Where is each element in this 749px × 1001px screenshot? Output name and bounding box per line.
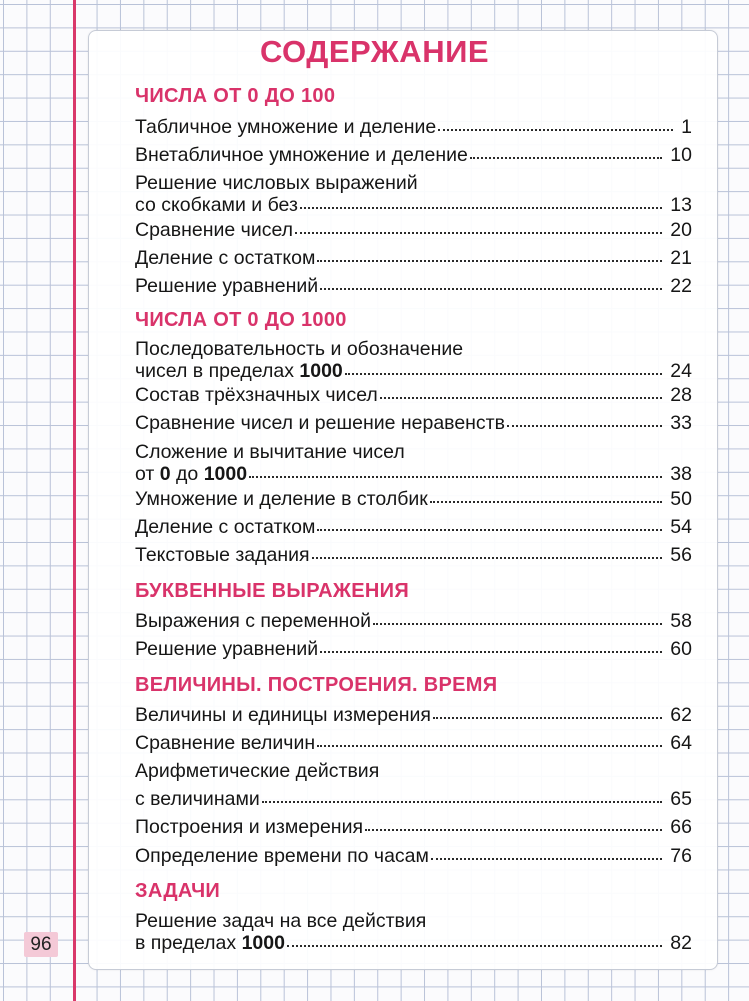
entry-page: 62: [670, 704, 692, 726]
entry-title: Решение уравнений: [135, 638, 319, 660]
entry-page: 56: [670, 544, 692, 566]
dot-leader: [300, 203, 662, 209]
entry-title: Сравнение величин: [135, 732, 316, 754]
dot-leader: [365, 825, 662, 831]
toc-entry[interactable]: [135, 610, 692, 632]
entry-page: 50: [670, 488, 692, 510]
entry-number: 1000: [203, 463, 248, 485]
entry-page: 20: [670, 219, 692, 241]
entry-title: Построения и измерения: [135, 816, 364, 838]
page-title: СОДЕРЖАНИЕ: [259, 34, 490, 69]
notebook-margin-line: [73, 0, 76, 1001]
entry-title: Решение уравнений: [135, 275, 319, 297]
section-heading: БУКВЕННЫЕ ВЫРАЖЕНИЯ: [135, 580, 410, 602]
entry-page: 58: [670, 610, 692, 632]
dot-leader: [312, 553, 663, 559]
entry-title-line1: Сложение и вычитание чисел: [135, 441, 405, 463]
entry-number: 0: [159, 463, 171, 485]
entry-page: 22: [670, 275, 692, 297]
entry-title: Текстовые задания: [135, 544, 310, 566]
toc-entry[interactable]: [135, 704, 692, 726]
toc-entry[interactable]: [135, 910, 692, 954]
entry-title-mid: до: [170, 463, 204, 485]
entry-page: 64: [670, 732, 692, 754]
entry-page: 1: [681, 116, 692, 138]
toc-entry[interactable]: [135, 760, 692, 810]
entry-title: Внетабличное умножение и деление: [135, 144, 468, 166]
dot-leader: [287, 941, 662, 947]
toc-entry[interactable]: [135, 338, 692, 382]
entry-title-line1: Решение задач на все действия: [135, 910, 427, 932]
entry-number: 1000: [241, 932, 285, 954]
dot-leader: [438, 125, 673, 131]
entry-page: 28: [670, 384, 692, 406]
dot-leader: [320, 284, 662, 290]
dot-leader: [320, 647, 662, 653]
entry-title: Определение времени по часам: [135, 845, 429, 867]
toc-entry[interactable]: [135, 441, 692, 485]
toc-entry[interactable]: [135, 516, 692, 538]
entry-page: 60: [670, 638, 692, 660]
entry-title-line1: Последовательность и обозначение: [135, 338, 464, 360]
toc-entry[interactable]: [135, 144, 692, 166]
dot-leader: [317, 256, 662, 262]
entry-title: Табличное умножение и деление: [135, 116, 437, 138]
entry-page: 66: [670, 816, 692, 838]
dot-leader: [431, 854, 662, 860]
dot-leader: [373, 619, 662, 625]
entry-title: в пределах: [135, 932, 242, 954]
section-heading: ЧИСЛА ОТ 0 ДО 100: [135, 85, 336, 107]
toc-entry[interactable]: [135, 275, 692, 297]
entry-title: Величины и единицы измерения: [135, 704, 431, 726]
entry-title: с величинами: [135, 788, 260, 810]
toc-entry[interactable]: [135, 544, 692, 566]
dot-leader: [507, 421, 662, 427]
entry-title: Выражения с переменной: [135, 610, 372, 632]
toc-entry[interactable]: [135, 638, 692, 660]
entry-page: 10: [670, 144, 692, 166]
dot-leader: [380, 393, 663, 399]
entry-page: 21: [670, 247, 692, 269]
dot-leader: [345, 369, 663, 375]
dot-leader: [470, 153, 662, 159]
entry-page: 33: [670, 412, 692, 434]
entry-title: Сравнение чисел: [135, 219, 294, 241]
entry-page: 24: [670, 360, 692, 382]
dot-leader: [295, 228, 662, 234]
dot-leader: [262, 797, 663, 803]
entry-title: от: [135, 463, 160, 485]
dot-leader: [430, 497, 663, 503]
entry-number: 1000: [299, 360, 343, 382]
dot-leader: [317, 741, 662, 747]
entry-title-line1: Решение числовых выражений: [135, 172, 418, 194]
entry-page: 65: [670, 788, 692, 810]
toc-entry[interactable]: [135, 116, 692, 138]
entry-page: 76: [670, 845, 692, 867]
entry-page: 13: [670, 194, 692, 216]
entry-title: Сравнение чисел и решение неравенств: [135, 412, 505, 434]
entry-title-line1: Арифметические действия: [135, 760, 380, 782]
entry-title: со скобками и без: [135, 194, 298, 216]
entry-page: 54: [670, 516, 692, 538]
entry-page: 82: [670, 932, 692, 954]
toc-entry[interactable]: [135, 412, 692, 434]
entry-title: чисел в пределах: [135, 360, 300, 382]
entry-title: Деление с остатком: [135, 516, 316, 538]
toc-entry[interactable]: [135, 172, 692, 216]
toc-entry[interactable]: [135, 219, 692, 241]
section-heading: ЗАДАЧИ: [135, 880, 221, 902]
toc-entry[interactable]: [135, 845, 692, 867]
page-number: 96: [24, 932, 58, 957]
section-heading: ВЕЛИЧИНЫ. ПОСТРОЕНИЯ. ВРЕМЯ: [135, 674, 498, 696]
section-heading: ЧИСЛА ОТ 0 ДО 1000: [135, 309, 347, 331]
toc-entry[interactable]: [135, 732, 692, 754]
toc-entry[interactable]: [135, 816, 692, 838]
entry-title: Умножение и деление в столбик: [135, 488, 428, 510]
dot-leader: [433, 713, 662, 719]
entry-page: 38: [670, 463, 692, 485]
toc-entry[interactable]: [135, 384, 692, 406]
dot-leader: [317, 525, 662, 531]
dot-leader: [249, 472, 662, 478]
toc-entry[interactable]: [135, 247, 692, 269]
toc-entry[interactable]: [135, 488, 692, 510]
entry-title: Деление с остатком: [135, 247, 316, 269]
entry-title: Состав трёхзначных чисел: [135, 384, 378, 406]
